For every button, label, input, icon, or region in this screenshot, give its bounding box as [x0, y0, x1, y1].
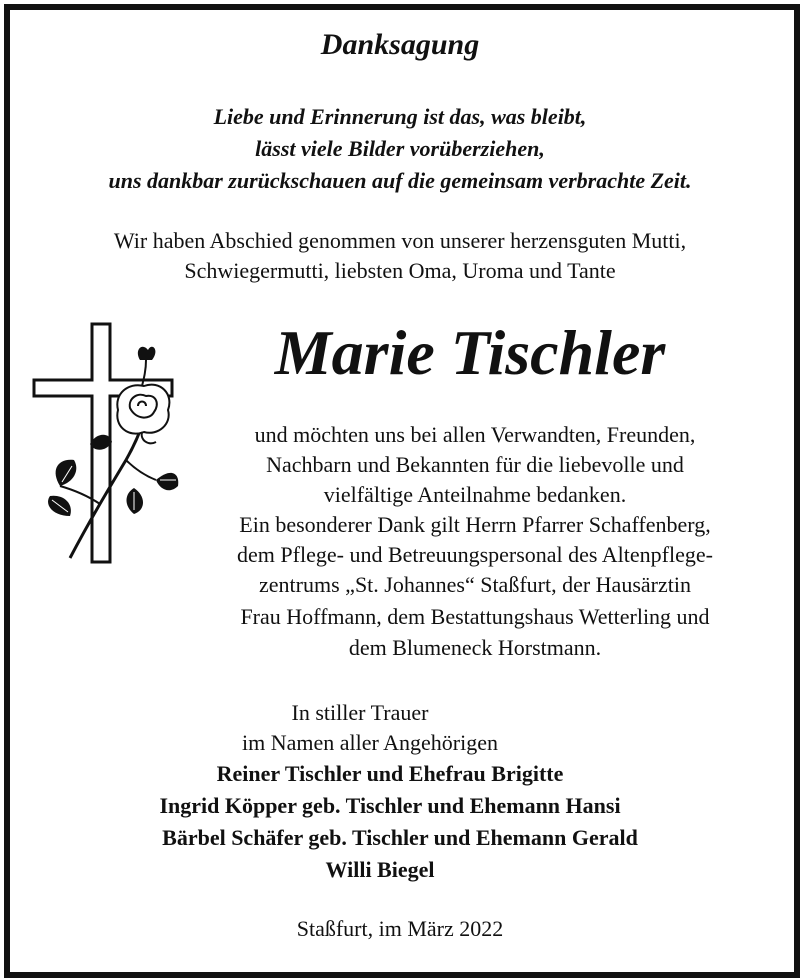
thanks-line: Frau Hoffmann, dem Bestattungshaus Wetterling und — [240, 604, 710, 629]
deceased-name: Marie Tischler — [274, 317, 666, 388]
thanks-line: und möchten uns bei allen Verwandten, Freunden, — [254, 422, 696, 447]
signatory: Reiner Tischler und Ehefrau Brigitte — [216, 761, 564, 786]
thanks-line: zentrums „St. Johannes“ Staßfurt, der Hausärztin — [259, 572, 691, 597]
intro-line: Schwiegermutti, liebsten Oma, Uroma und Tante — [184, 258, 616, 283]
mourning-line: im Namen aller Angehörigen — [242, 730, 498, 755]
thanks-line: vielfältige Anteilnahme bedanken. — [323, 482, 627, 507]
cross-with-rose-icon — [30, 320, 180, 570]
signatory: Bärbel Schäfer geb. Tischler und Ehemann Gerald — [162, 825, 638, 850]
thanks-line: dem Blumeneck Horstmann. — [348, 635, 602, 660]
signatory: Willi Biegel — [325, 857, 435, 882]
place-date: Staßfurt, im März 2022 — [296, 916, 504, 941]
intro-line: Wir haben Abschied genommen von unserer herzensguten Mutti, — [113, 228, 687, 253]
signatory: Ingrid Köpper geb. Tischler und Ehemann Hansi — [159, 793, 621, 818]
quote-line: uns dankbar zurückschauen auf die gemeinsam verbrachte Zeit. — [108, 168, 692, 193]
thanks-line: dem Pflege- und Betreuungspersonal des Altenpflege- — [237, 542, 713, 567]
quote-line: Liebe und Erinnerung ist das, was bleibt, — [213, 104, 587, 129]
mourning-line: In stiller Trauer — [291, 700, 429, 725]
quote-line: lässt viele Bilder vorüberziehen, — [255, 136, 545, 161]
thanks-line: Ein besonderer Dank gilt Herrn Pfarrer Schaffenberg, — [239, 512, 711, 537]
thanks-line: Nachbarn und Bekannten für die liebevolle und — [266, 452, 684, 477]
notice-heading: Danksagung — [320, 28, 480, 61]
